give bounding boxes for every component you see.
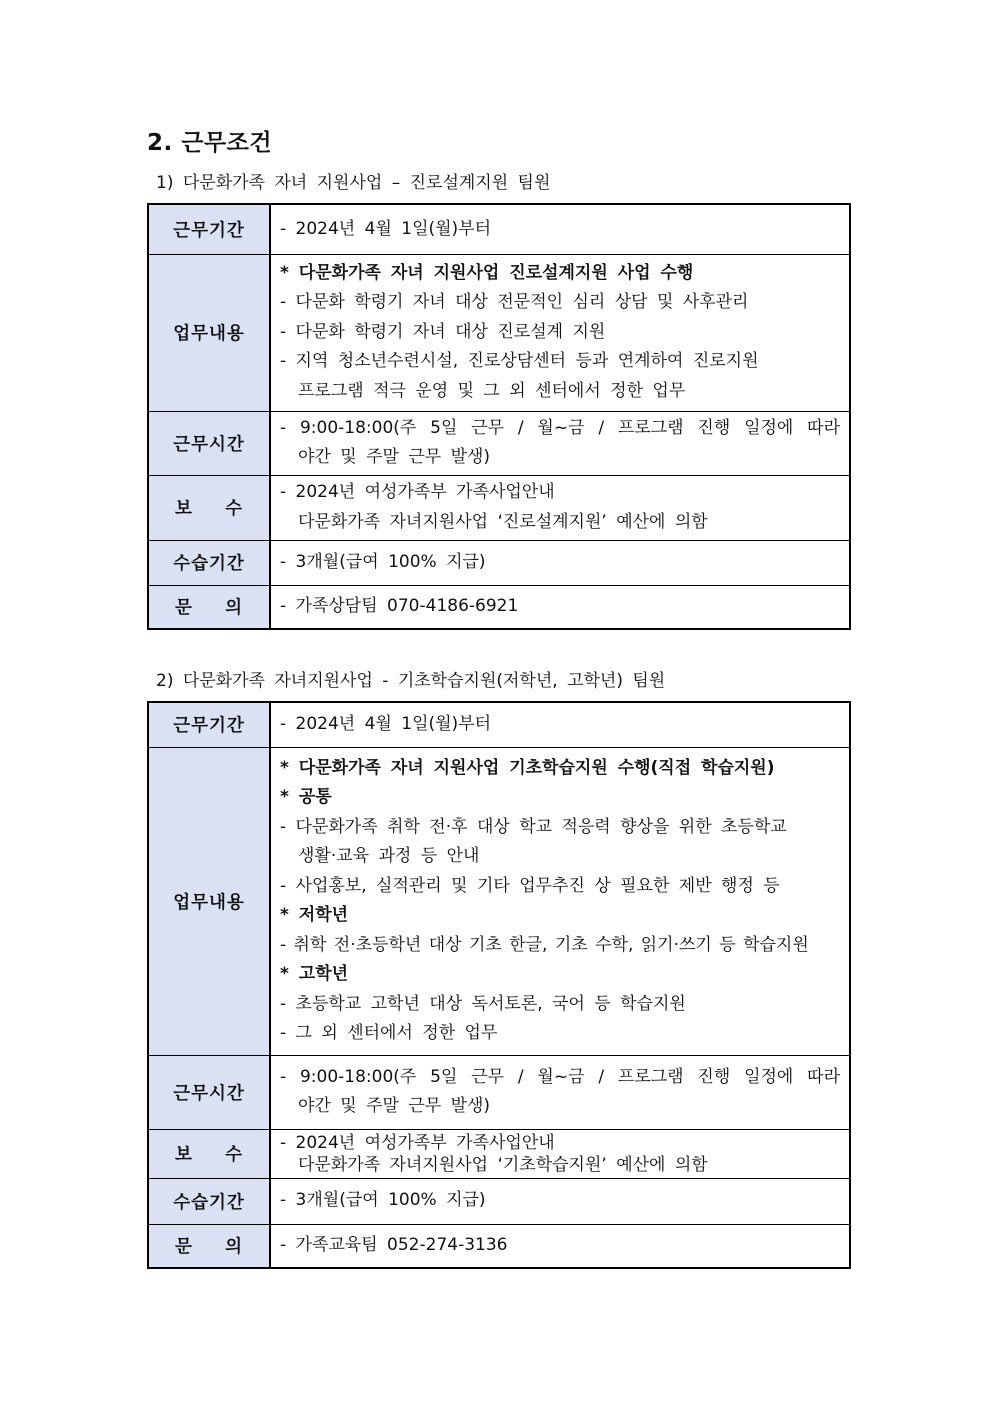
row-content [270, 1224, 850, 1268]
content-line: 야간 및 주말 근무 발생) [298, 1096, 491, 1116]
content-line: 프로그램 적극 운영 및 그 외 센터에서 정한 업무 [298, 380, 686, 401]
row-label: 수습기간 [148, 1178, 270, 1224]
content-line: - 가족교육팀 052-274-3136 [280, 1235, 508, 1255]
content-line: * 공통 [280, 787, 332, 807]
row-label: 보 수 [148, 475, 270, 540]
row-label: 보 수 [148, 1129, 270, 1178]
row-label: 근무기간 [148, 204, 270, 254]
row-content [270, 1129, 850, 1178]
row-content [270, 747, 850, 1055]
row-content [270, 1055, 850, 1129]
row-content [270, 585, 850, 629]
content-line: - 2024년 여성가족부 가족사업안내 [280, 482, 555, 502]
content-line: - 그 외 센터에서 정한 업무 [280, 1023, 498, 1043]
row-content [270, 411, 850, 475]
job2-subtitle: 2) 다문화가족 자녀지원사업 - 기초학습지원(저학년, 고학년) 팀원 [156, 671, 666, 691]
row-label: 수습기간 [148, 540, 270, 585]
content-line: - 3개월(급여 100% 지급) [280, 551, 486, 572]
table-row [148, 411, 850, 475]
content-line: 다문화가족 자녀지원사업 ‘진로설계지원’ 예산에 의함 [298, 511, 708, 532]
table-row [148, 1224, 850, 1268]
content-line: - 2024년 4월 1일(월)부터 [280, 714, 492, 734]
content-line: - 초등학교 고학년 대상 독서토론, 국어 등 학습지원 [280, 993, 686, 1014]
content-line: - 9:00-18:00(주 5일 근무 / 월~금 / 프로그램 진행 일정에 따라 [280, 1066, 840, 1087]
content-line: - 2024년 여성가족부 가족사업안내 [280, 1132, 555, 1153]
section-title: 2. 근무조건 [147, 130, 273, 156]
table-row [148, 585, 850, 629]
content-line: * 고학년 [280, 964, 349, 984]
content-line: - 사업홍보, 실적관리 및 기타 업무추진 상 필요한 제반 행정 등 [280, 875, 780, 896]
row-content [270, 702, 850, 747]
table-row [148, 475, 850, 540]
content-line: * 저학년 [280, 905, 349, 925]
content-line: - 지역 청소년수련시설, 진로상담센터 등과 연계하여 진로지원 [280, 351, 759, 372]
content-line: * 다문화가족 자녀 지원사업 진로설계지원 사업 수행 [280, 262, 694, 283]
row-content [270, 540, 850, 585]
table-row [148, 1055, 850, 1129]
content-line: 다문화가족 자녀지원사업 ‘기초학습지원’ 예산에 의함 [298, 1154, 708, 1175]
table-row [148, 747, 850, 1055]
job2-conditions-table [147, 701, 851, 1269]
row-label: 근무시간 [148, 1055, 270, 1129]
row-label: 근무시간 [148, 411, 270, 475]
table-row [148, 1178, 850, 1224]
row-label: 업무내용 [148, 254, 270, 411]
job1-conditions-table [147, 203, 851, 630]
table-row [148, 1129, 850, 1178]
content-line: - 다문화가족 취학 전·후 대상 학교 적응력 향상을 위한 초등학교 [280, 816, 787, 837]
content-line: - 3개월(급여 100% 지급) [280, 1190, 486, 1211]
row-label: 근무기간 [148, 702, 270, 747]
content-line: - 취학 전·초등학년 대상 기초 한글, 기초 수학, 읽기·쓰기 등 학습지원 [280, 934, 809, 955]
table-row [148, 204, 850, 254]
row-content [270, 204, 850, 254]
content-line: - 9:00-18:00(주 5일 근무 / 월~금 / 프로그램 진행 일정에 따라 [280, 417, 840, 438]
row-label: 문 의 [148, 1224, 270, 1268]
content-line: 야간 및 주말 근무 발생) [298, 447, 491, 467]
content-line: - 다문화 학령기 자녀 대상 전문적인 심리 상담 및 사후관리 [280, 292, 749, 313]
table-row [148, 702, 850, 747]
job1-subtitle: 1) 다문화가족 자녀 지원사업 – 진로설계지원 팀원 [156, 173, 551, 193]
content-line: 생활·교육 과정 등 안내 [298, 846, 480, 866]
content-line: * 다문화가족 자녀 지원사업 기초학습지원 수행(직접 학습지원) [280, 757, 775, 778]
content-line: - 가족상담팀 070-4186-6921 [280, 596, 519, 616]
row-label: 업무내용 [148, 747, 270, 1055]
row-label: 문 의 [148, 585, 270, 629]
row-content [270, 475, 850, 540]
table-row [148, 254, 850, 411]
table-row [148, 540, 850, 585]
row-content [270, 1178, 850, 1224]
content-line: - 다문화 학령기 자녀 대상 진로설계 지원 [280, 321, 606, 342]
content-line: - 2024년 4월 1일(월)부터 [280, 218, 492, 239]
row-content [270, 254, 850, 411]
